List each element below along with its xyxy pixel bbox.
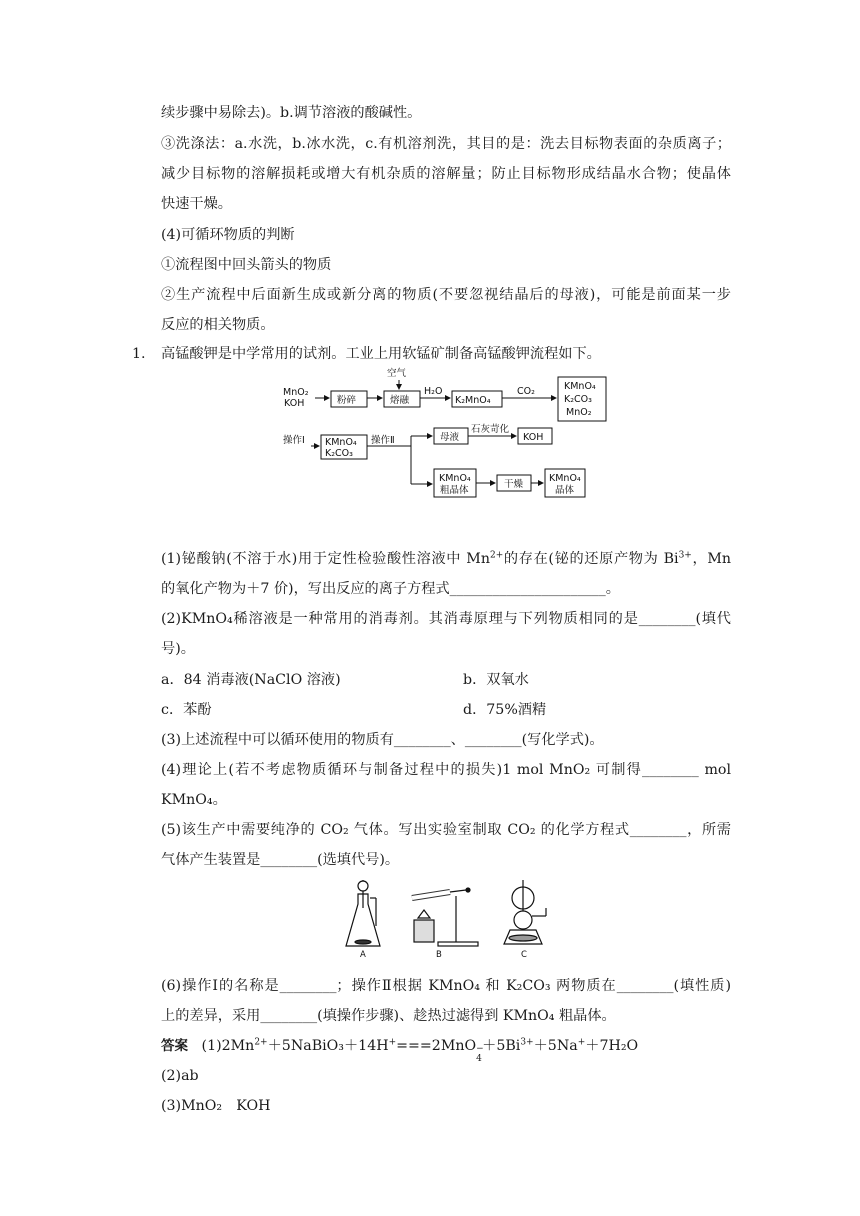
option-c: c．苯酚 — [161, 702, 212, 718]
question-4-line-1: (4)理论上(若不考虑物质循环与制备过程中的损失)1 mol MnO₂ 可制得________ mol — [161, 762, 731, 778]
text-line: 反应的相关物质。 — [161, 317, 275, 333]
question-6-line-1: (6)操作Ⅰ的名称是________；操作Ⅱ根据 KMnO₄ 和 K₂CO₃ 两物质在________(填性质) — [161, 978, 731, 994]
flow-mix-k2co3: K₂CO₃ — [564, 394, 592, 405]
flow-input-mno2: MnO₂ — [283, 387, 309, 398]
apparatus-label-c: C — [521, 950, 527, 960]
text-line: 快速干燥。 — [161, 196, 232, 212]
question-5-line-1: (5)该生产中需要纯净的 CO₂ 气体。写出实验室制取 CO₂ 的化学方程式________，所需 — [161, 822, 731, 838]
question-stem: 高锰酸钾是中学常用的试剂。工业上用软锰矿制备高锰酸钾流程如下。 — [161, 346, 601, 362]
answer-2: (2)ab — [161, 1068, 199, 1084]
question-4-line-2: KMnO₄。 — [161, 792, 227, 808]
flow-input-koh: KOH — [284, 398, 305, 409]
flow-crystal-label: 晶体 — [555, 485, 575, 496]
answer-1: 答案 $(1)2Mn^{2+}+5NaBiO_3+14H^+===2MnO$ − 4 $+5Bi^{3+}+5Na^++7H_2O$ — [161, 1037, 639, 1064]
flow-step-crush: 粉碎 — [337, 395, 357, 406]
flow-box-kmno4: KMnO₄ — [325, 437, 357, 448]
flow-step-melt: 熔融 — [390, 395, 410, 406]
text-line: 续步骤中易除去)。b.调节溶液的酸碱性。 — [161, 105, 422, 121]
text-line: ③洗涤法：a.水洗，b.冰水洗，c.有机溶剂洗，其目的是：洗去目标物表面的杂质离子； — [161, 136, 731, 152]
option-a: a．84 消毒液(NaClO 溶液) — [161, 672, 341, 688]
process-flowchart — [281, 364, 611, 500]
flow-mother-liquor: 母液 — [440, 432, 460, 443]
flow-mix-kmno4: KMnO₄ — [564, 381, 596, 392]
question-6-line-2: 上的差异，采用________(填操作步骤)、趁热过滤得到 KMnO₄ 粗晶体。 — [161, 1008, 616, 1024]
answer-3: (3)MnO₂ KOH — [161, 1098, 271, 1114]
flow-air: 空气 — [387, 368, 407, 379]
flow-koh: KOH — [523, 432, 544, 443]
apparatus-label-a: A — [360, 950, 366, 960]
flow-crude-kmno4: KMnO₄ — [439, 473, 471, 484]
text-line: 减少目标物的溶解损耗或增大有机杂质的溶解量；防止目标物形成结晶水合物；使晶体 — [161, 166, 731, 182]
flow-mix-mno2: MnO₂ — [566, 407, 592, 418]
flow-operation-2: 操作Ⅱ — [371, 435, 395, 446]
flow-box-k2co3: K₂CO₃ — [325, 448, 353, 459]
answer-label: 答案 — [161, 1038, 188, 1054]
flow-crude-label: 粗晶体 — [440, 485, 469, 496]
question-2-line-1: (2)KMnO₄稀溶液是一种常用的消毒剂。其消毒原理与下列物质相同的是________(填代 — [161, 611, 731, 627]
flow-co2: CO₂ — [517, 386, 535, 397]
flow-operation-1: 操作Ⅰ — [283, 435, 305, 446]
question-number: 1. — [132, 346, 146, 362]
flow-dry: 干燥 — [504, 479, 524, 490]
question-1-line-1: (1)铋酸钠(不溶于水)用于定性检验酸性溶液中 $Mn^{2+}$的存在(铋的还原产物为 $Bi^{3+}$，Mn — [161, 550, 732, 567]
question-2-line-2: 号)。 — [161, 641, 195, 657]
question-1-line-2: 的氧化产物为＋7 价)，写出反应的离子方程式______________________。 — [161, 581, 620, 597]
flow-k2mno4: K₂MnO₄ — [455, 395, 491, 406]
apparatus-label-b: B — [436, 950, 442, 960]
option-b: b．双氧水 — [463, 672, 529, 688]
text-line: ①流程图中回头箭头的物质 — [161, 257, 332, 273]
flow-crystal-kmno4: KMnO₄ — [549, 473, 581, 484]
flow-water: H₂O — [424, 386, 443, 397]
gas-apparatus-figure — [328, 880, 568, 960]
text-line: (4)可循环物质的判断 — [161, 227, 295, 243]
flow-lime-causticize: 石灰苛化 — [471, 424, 510, 435]
question-3: (3)上述流程中可以循环使用的物质有________、________(写化学式)。 — [161, 732, 604, 748]
option-d: d．75%酒精 — [463, 702, 547, 718]
text-line: ②生产流程中后面新生成或新分离的物质(不要忽视结晶后的母液)，可能是前面某一步 — [161, 287, 731, 303]
question-5-line-2: 气体产生装置是________(选填代号)。 — [161, 852, 400, 868]
